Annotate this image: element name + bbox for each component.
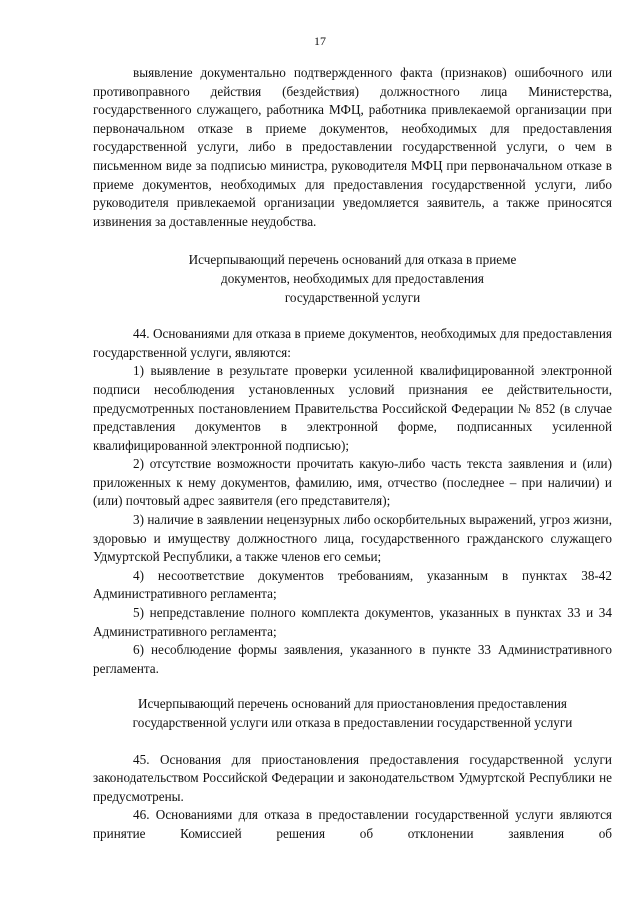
page-number: 17 <box>314 34 326 48</box>
list-item-44-5: 5) непредставление полного комплекта документов, указанных в пунктах 33 и 34 Административного регламента; <box>93 605 612 639</box>
section-heading-refusal-acceptance <box>93 251 612 307</box>
paragraph-45: 45. Основания для приостановления предоставления государственной услуги законодательством Российской Федерации и законодательством Удмуртской Республики не предусмотрены. <box>93 751 612 804</box>
list-item-44-4: 4) несоответствие документов требованиям, указанным в пунктах 38-42 Административного регламента; <box>93 567 612 602</box>
heading-line: государственной услуги <box>284 289 421 305</box>
list-item-44-3: 3) наличие в заявлении нецензурных либо оскорбительных выражений, угроз жизни, здоровью и имуществу должностного лица, государственного гражданского служащего Удмуртской Республики, а также членов его семьи; <box>93 512 612 565</box>
paragraph-44-intro: 44. Основаниями для отказа в приеме документов, необходимых для предоставления государственной услуги, являются: <box>93 326 612 360</box>
heading-line: документов, необходимых для предоставления <box>221 270 484 286</box>
intro-paragraph: выявление документально подтвержденного факта (признаков) ошибочного или противоправного действия (бездействия) должностного лица Министерства, государственного служащего, работника МФЦ, работника привлекаемой организации при первоначальном отказе в приеме документов, необходимых для предоставления государственной услуги, либо в предоставлении государственной услуги, о чем в письменном виде за подписью министра, руководителя МФЦ при первоначальном отказе в приеме документов, необходимых для предоставления государственной услуги, либо руководителя привлекаемой организации уведомляется заявитель, а также приносятся извинения за доставленные неудобства. <box>93 65 612 229</box>
section-heading-suspension-refusal <box>81 695 624 732</box>
heading-line: Исчерпывающий перечень оснований для отказа в приеме <box>188 252 517 268</box>
heading-line: государственной услуги или отказа в предоставлении государственной услуги <box>132 715 573 730</box>
list-item-44-1: 1) выявление в результате проверки усиленной квалифицированной электронной подписи несоблюдения установленных условий признания ее действительности, предусмотренных постановлением Правительства Российской Федерации № 852 (в случае представления документов в электронной форме, подписанных усиленной квалифицированной электронной подписью); <box>93 363 612 453</box>
paragraph-46: 46. Основаниями для отказа в предоставлении государственной услуги являются принятие Комиссией решения об отклонении заявления об <box>93 807 612 841</box>
heading-line: Исчерпывающий перечень оснований для приостановления предоставления <box>138 696 567 712</box>
list-item-44-6: 6) несоблюдение формы заявления, указанного в пункте 33 Административного регламента. <box>93 642 612 676</box>
list-item-44-2: 2) отсутствие возможности прочитать какую-либо часть текста заявления и (или) приложенных к нему документов, фамилию, имя, отчество (последнее – при наличии) и (или) почтовый адрес заявителя (его представителя); <box>93 456 612 509</box>
document-body <box>93 64 612 844</box>
